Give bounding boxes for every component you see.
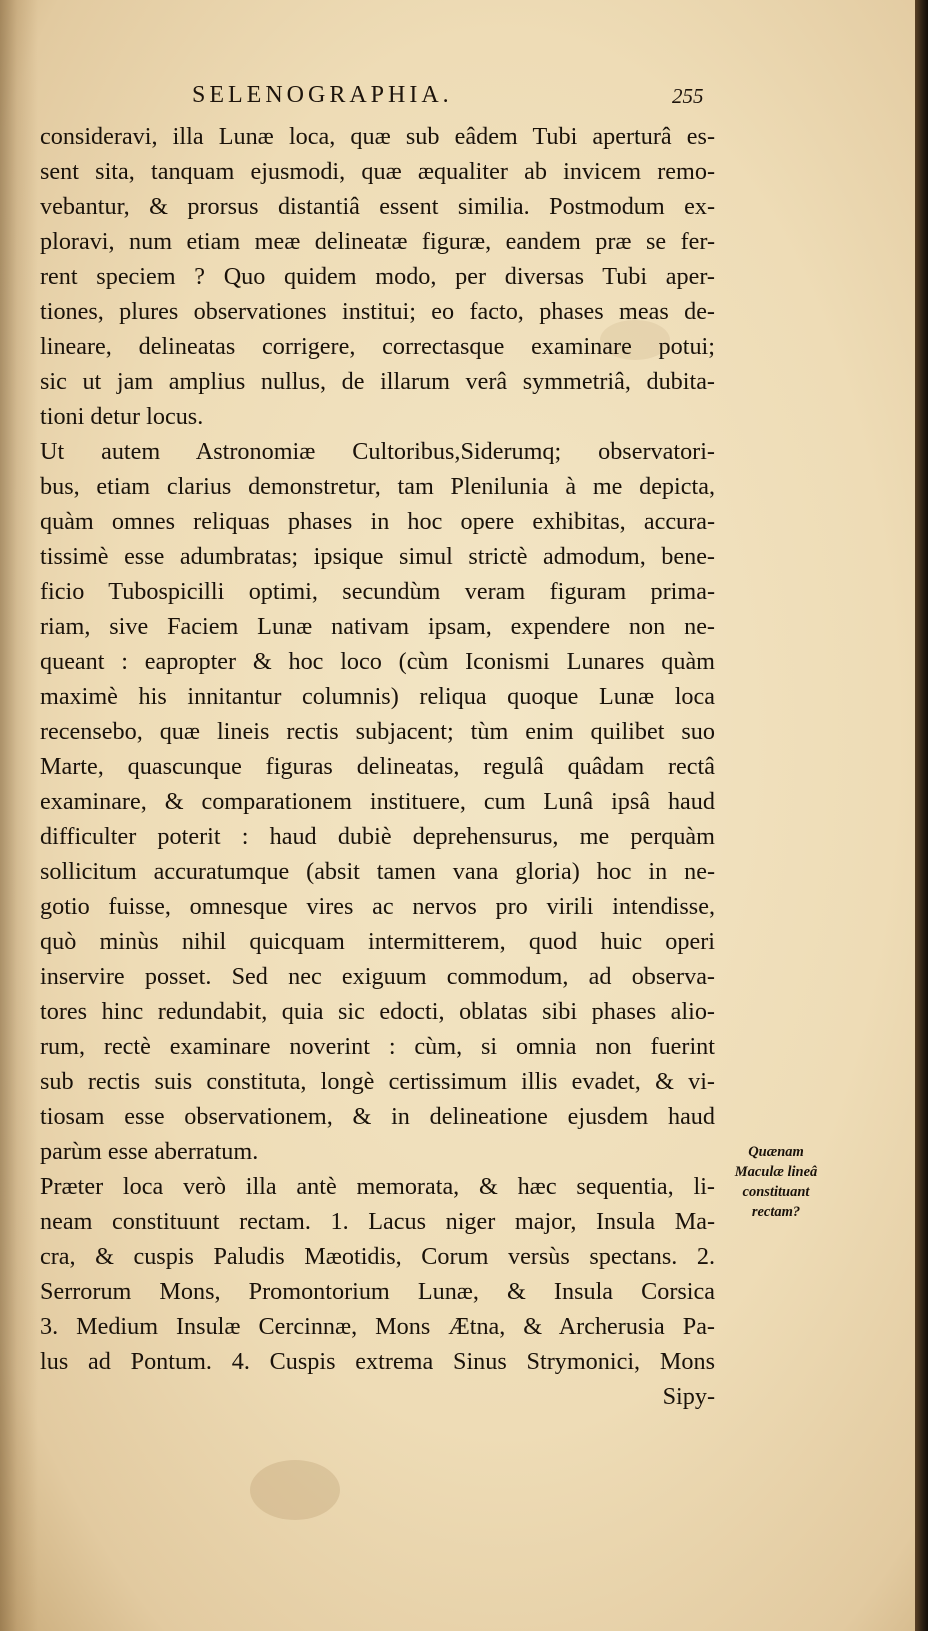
text-line: examinare, & comparationem instituere, cum Lunâ ipsâ haud xyxy=(40,788,715,815)
text-line: cra, & cuspis Paludis Mæotidis, Corum versùs spectans. 2. xyxy=(40,1243,715,1270)
text-line: Præter loca verò illa antè memorata, & hæc sequentia, li- xyxy=(40,1173,715,1200)
text-line: quò minùs nihil quicquam intermitterem, quod huic operi xyxy=(40,928,715,955)
text-line: vebantur, & prorsus distantiâ essent similia. Postmodum ex- xyxy=(40,193,715,220)
margin-note xyxy=(722,1142,830,1222)
text-line: sent sita, tanquam ejusmodi, quæ æqualiter ab invicem remo- xyxy=(40,158,715,185)
text-line: neam constituunt rectam. 1. Lacus niger major, Insula Ma- xyxy=(40,1208,715,1235)
text-line: tiones, plures observationes institui; eo facto, phases meas de- xyxy=(40,298,715,325)
text-line: tioni detur locus. xyxy=(40,403,204,430)
text-line: rum, rectè examinare noverint : cùm, si omnia non fuerint xyxy=(40,1033,715,1060)
margin-note-line: Maculæ lineâ xyxy=(734,1164,818,1180)
text-line: riam, sive Faciem Lunæ nativam ipsam, expendere non ne- xyxy=(40,613,715,640)
text-line: rent speciem ? Quo quidem modo, per diversas Tubi aper- xyxy=(40,263,715,290)
text-line: 3. Medium Insulæ Cercinnæ, Mons Ætna, & Archerusia Pa- xyxy=(40,1313,715,1340)
text-line: lus ad Pontum. 4. Cuspis extrema Sinus Strymonici, Mons xyxy=(40,1348,715,1375)
text-line: bus, etiam clarius demonstretur, tam Plenilunia à me depicta, xyxy=(40,473,715,500)
text-line: maximè his innitantur columnis) reliqua quoque Lunæ loca xyxy=(40,683,715,710)
text-line: queant : eapropter & hoc loco (cùm Iconismi Lunares quàm xyxy=(40,648,715,675)
text-line: Ut autem Astronomiæ Cultoribus,Siderumq; observatori- xyxy=(40,438,715,465)
page-gutter-shadow xyxy=(0,0,38,1631)
text-line: ficio Tubospicilli optimi, secundùm veram figuram prima- xyxy=(40,578,715,605)
text-line: sic ut jam amplius nullus, de illarum verâ symmetriâ, dubita- xyxy=(40,368,715,395)
text-line: sub rectis suis constituta, longè certissimum illis evadet, & vi- xyxy=(40,1068,715,1095)
text-line: Serrorum Mons, Promontorium Lunæ, & Insula Corsica xyxy=(40,1278,715,1305)
catchword: Sipy- xyxy=(662,1383,715,1410)
text-line: gotio fuisse, omnesque vires ac nervos pro virili intendisse, xyxy=(40,893,715,920)
paper-stain xyxy=(250,1460,340,1520)
page-number: 255 xyxy=(672,84,704,108)
margin-note-line: rectam? xyxy=(751,1204,801,1220)
text-line: ploravi, num etiam meæ delineatæ figuræ, eandem præ se fer- xyxy=(40,228,715,255)
running-title: SELENOGRAPHIA. xyxy=(192,82,453,108)
text-line: recensebo, quæ lineis rectis subjacent; tùm enim quilibet suo xyxy=(40,718,715,745)
text-line: difficulter poterit : haud dubiè deprehensurus, me perquàm xyxy=(40,823,715,850)
text-line: quàm omnes reliquas phases in hoc opere exhibitas, accura- xyxy=(40,508,715,535)
text-line: lineare, delineatas corrigere, correctasque examinare potui; xyxy=(40,333,715,360)
text-line: inservire posset. Sed nec exiguum commodum, ad observa- xyxy=(40,963,715,990)
text-line: tores hinc redundabit, quia sic edocti, oblatas sibi phases alio- xyxy=(40,998,715,1025)
text-line: consideravi, illa Lunæ loca, quæ sub eâdem Tubi aperturâ es- xyxy=(40,123,715,150)
text-line: tiosam esse observationem, & in delineatione ejusdem haud xyxy=(40,1103,715,1130)
page-edge xyxy=(915,0,928,1631)
text-line: tissimè esse adumbratas; ipsique simul strictè admodum, bene- xyxy=(40,543,715,570)
text-line: parùm esse aberratum. xyxy=(40,1138,259,1165)
text-line: Marte, quascunque figuras delineatas, regulâ quâdam rectâ xyxy=(40,753,715,780)
margin-note-line: constituant xyxy=(742,1184,810,1200)
text-line: sollicitum accuratumque (absit tamen vana gloria) hoc in ne- xyxy=(40,858,715,885)
margin-note-line: Quænam xyxy=(748,1144,804,1160)
